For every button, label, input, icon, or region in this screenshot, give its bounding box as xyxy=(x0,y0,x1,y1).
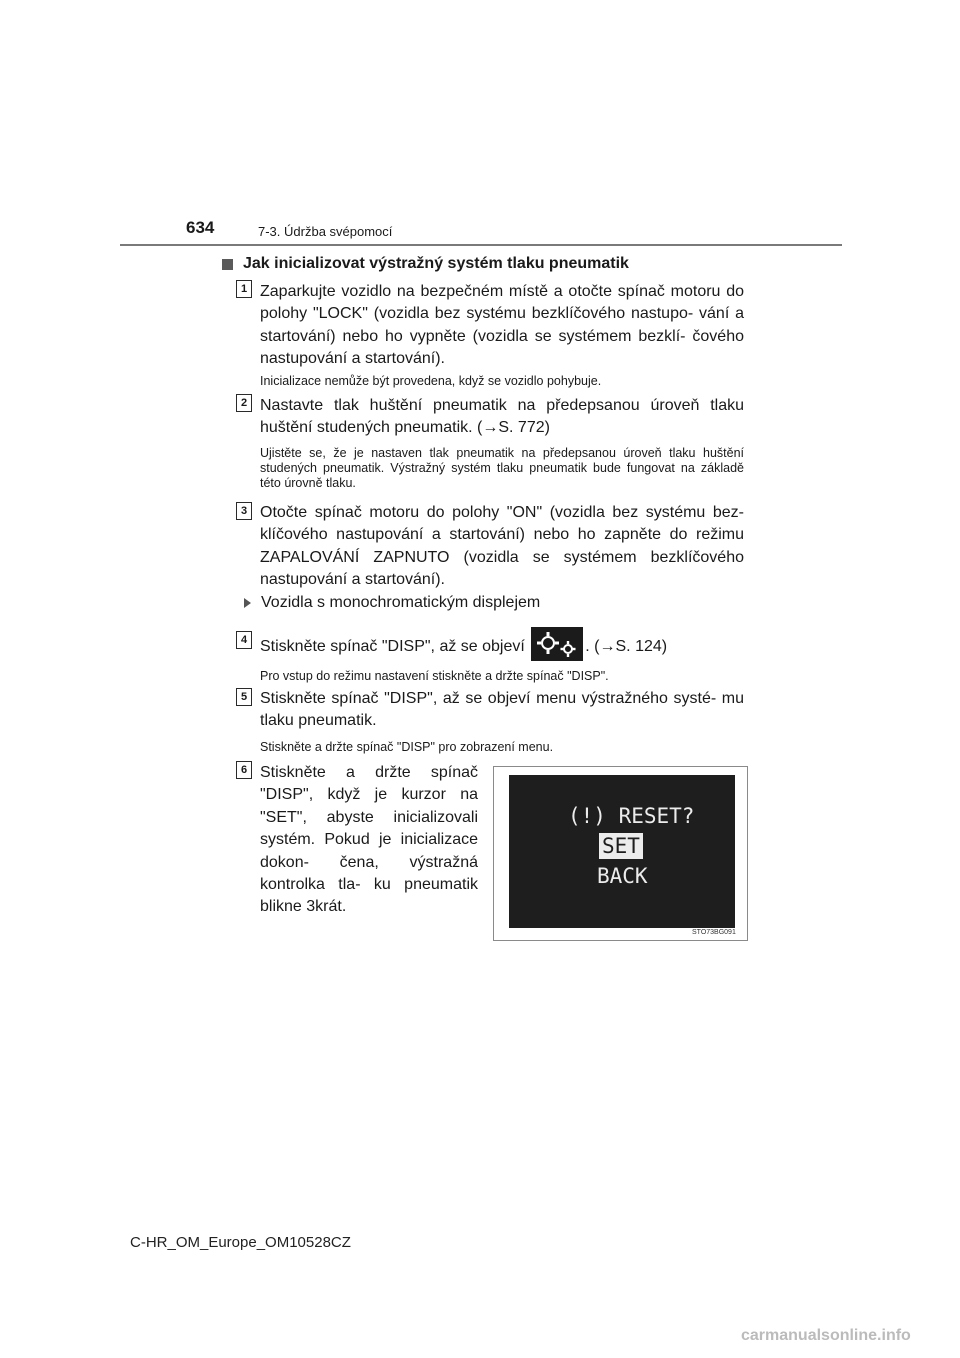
step-1-note: Inicializace nemůže být provedena, když se vozidlo pohybuje. xyxy=(260,374,602,388)
step-number-2: 2 xyxy=(236,394,252,412)
display-set-option: SET xyxy=(599,833,643,859)
sub-bullet-text: Vozidla s monochromatickým displejem xyxy=(261,594,541,611)
step-number-3: 3 xyxy=(236,502,252,520)
step-2-note: Ujistěte se, že je nastaven tlak pneumatik na předepsanou úroveň tlaku huštění studených pneumatik. Výstražný systém tlaku pneumatik bude fungovat na základě této úrovně tlaku. xyxy=(260,446,744,490)
step-6-text: Stiskněte a držte spínač "DISP", když je kurzor na "SET", abyste inicializovali systém. Pokud je inicializace dokon- čena, výstražná kontrolka tla- ku pneumatik blikne 3krát. xyxy=(260,764,478,916)
header-divider xyxy=(120,244,842,246)
section-heading xyxy=(222,255,629,273)
step-4-text-after: . (→S. 124) xyxy=(585,638,668,656)
step-5-text: Stiskněte spínač "DISP", až se objeví menu výstražného systé- mu tlaku pneumatik. xyxy=(260,690,744,730)
step-4-note: Pro vstup do režimu nastavení stiskněte a držte spínač "DISP". xyxy=(260,669,609,683)
step-4-text-before: Stiskněte spínač "DISP", až se objeví xyxy=(260,638,525,656)
heading-square-icon xyxy=(222,259,233,270)
illustration-caption: STO73BG091 xyxy=(692,929,736,936)
footer-document-id: C-HR_OM_Europe_OM10528CZ xyxy=(130,1234,351,1251)
heading-text: Jak inicializovat výstražný systém tlaku pneumatik xyxy=(243,255,629,272)
triangle-bullet-icon xyxy=(244,598,251,608)
settings-gears-icon xyxy=(531,627,583,661)
step-2-text: Nastavte tlak huštění pneumatik na předepsanou úroveň tlaku huštění studených pneumatik. (→S. 772) xyxy=(260,397,744,437)
step-4-text xyxy=(260,630,744,664)
step-number-4: 4 xyxy=(236,631,252,649)
step-5-note: Stiskněte a držte spínač "DISP" pro zobrazení menu. xyxy=(260,740,554,754)
sub-bullet xyxy=(244,594,540,612)
step-number-1: 1 xyxy=(236,280,252,298)
section-title: 7-3. Údržba svépomocí xyxy=(258,224,393,239)
step-3-text: Otočte spínač motoru do polohy "ON" (vozidla bez systému bez- klíčového nastupování a startování) nebo ho zapněte do režimu ZAPALOVÁNÍ ZAPNUTO (vozidla se systémem bezklíčového nastupování a startování). xyxy=(260,504,744,589)
step-number-5: 5 xyxy=(236,688,252,706)
display-back-option: BACK xyxy=(597,864,648,888)
page-number: 634 xyxy=(186,218,215,237)
step-1-text: Zaparkujte vozidlo na bezpečném místě a otočte spínač motoru do polohy "LOCK" (vozidla bez systému bezklíčového nastupo- vání a startování) nebo ho vypněte (vozidla se systémem bezklí- čového nastupování a startování). xyxy=(260,283,744,368)
step-number-6: 6 xyxy=(236,761,252,779)
watermark: carmanualsonline.info xyxy=(741,1327,911,1344)
display-reset-line: (!) RESET? xyxy=(568,804,695,828)
